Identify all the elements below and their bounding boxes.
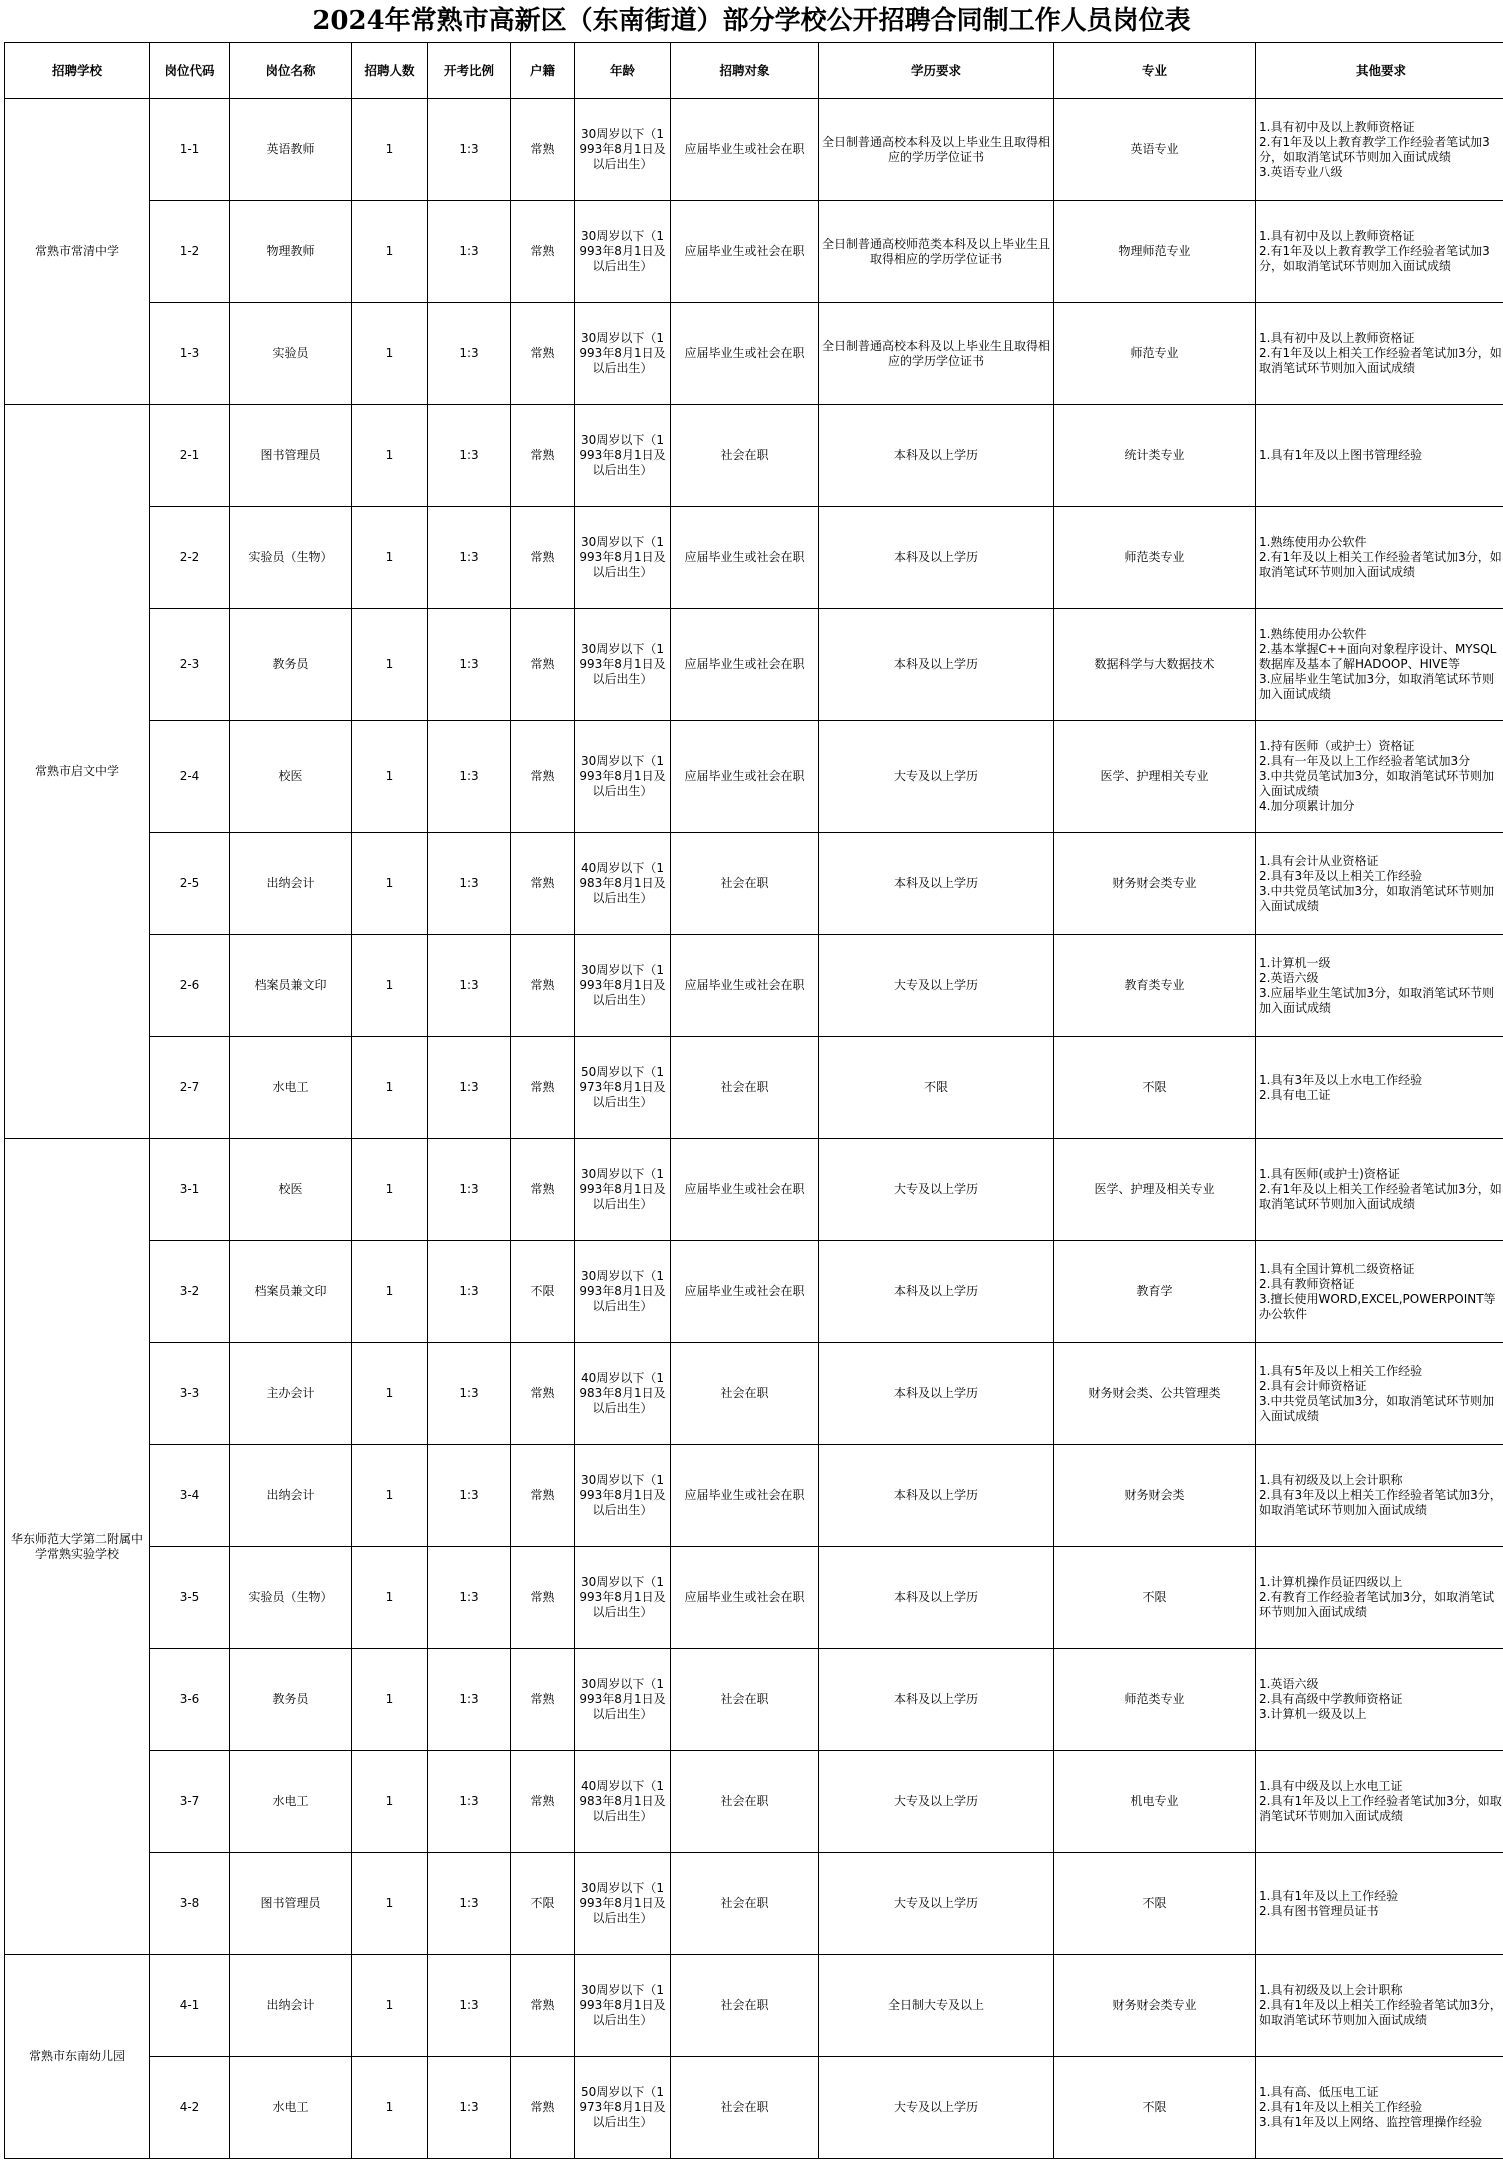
major-requirement: 教育类专业 — [1054, 935, 1256, 1037]
exam-ratio: 1:3 — [428, 1547, 511, 1649]
requirement-line: 1.具有全国计算机二级资格证 — [1259, 1261, 1415, 1276]
hire-count: 1 — [352, 1547, 428, 1649]
hire-count: 1 — [352, 1853, 428, 1955]
age-requirement: 30周岁以下（1993年8月1日及以后出生） — [575, 935, 671, 1037]
table-row — [5, 99, 1503, 201]
exam-ratio: 1:3 — [428, 833, 511, 935]
requirement-line: 3.应届毕业生笔试加3分，如取消笔试环节则加入面试成绩 — [1259, 985, 1495, 1015]
position-name: 出纳会计 — [230, 1955, 352, 2057]
education-requirement: 本科及以上学历 — [819, 1343, 1054, 1445]
requirement-line: 2.有1年及以上相关工作经验者笔试加3分，如取消笔试环节则加入面试成绩 — [1259, 346, 1502, 375]
position-code: 2-1 — [150, 405, 230, 507]
exam-ratio: 1:3 — [428, 303, 511, 405]
age-requirement: 40周岁以下（1983年8月1日及以后出生） — [575, 833, 671, 935]
age-requirement: 50周岁以下（1973年8月1日及以后出生） — [575, 2057, 671, 2159]
position-name: 出纳会计 — [230, 1445, 352, 1547]
requirement-line: 1.具有5年及以上相关工作经验 — [1259, 1363, 1423, 1378]
exam-ratio: 1:3 — [428, 1751, 511, 1853]
position-name: 英语教师 — [230, 99, 352, 201]
education-requirement: 全日制普通高校师范类本科及以上毕业生且取得相应的学历学位证书 — [819, 201, 1054, 303]
column-header: 招聘对象 — [671, 43, 819, 99]
exam-ratio: 1:3 — [428, 2057, 511, 2159]
education-requirement: 全日制普通高校本科及以上毕业生且取得相应的学历学位证书 — [819, 99, 1054, 201]
education-requirement: 本科及以上学历 — [819, 1241, 1054, 1343]
position-name: 出纳会计 — [230, 833, 352, 935]
column-header: 户籍 — [511, 43, 575, 99]
school-name: 常熟市启文中学 — [5, 405, 150, 1139]
major-requirement: 财务财会类 — [1054, 1445, 1256, 1547]
requirement-line: 3.计算机一级及以上 — [1259, 1707, 1367, 1721]
column-header: 招聘人数 — [352, 43, 428, 99]
age-requirement: 30周岁以下（1993年8月1日及以后出生） — [575, 609, 671, 721]
education-requirement: 大专及以上学历 — [819, 2057, 1054, 2159]
requirement-line: 2.具有高级中学教师资格证 — [1259, 1692, 1403, 1706]
hire-count: 1 — [352, 1445, 428, 1547]
position-code: 4-1 — [150, 1955, 230, 2057]
hukou: 常熟 — [511, 303, 575, 405]
other-requirements — [1256, 1751, 1503, 1853]
requirement-line: 2.有1年及以上相关工作经验者笔试加3分，如取消笔试环节则加入面试成绩 — [1259, 550, 1502, 579]
age-requirement: 30周岁以下（1993年8月1日及以后出生） — [575, 1241, 671, 1343]
hukou: 常熟 — [511, 405, 575, 507]
hire-count: 1 — [352, 1649, 428, 1751]
age-requirement: 30周岁以下（1993年8月1日及以后出生） — [575, 507, 671, 609]
other-requirements — [1256, 201, 1503, 303]
requirement-line: 1.具有会计从业资格证 — [1259, 853, 1379, 868]
other-requirements — [1256, 1853, 1503, 1955]
target-group: 应届毕业生或社会在职 — [671, 1139, 819, 1241]
age-requirement: 30周岁以下（1993年8月1日及以后出生） — [575, 721, 671, 833]
hukou: 常熟 — [511, 1343, 575, 1445]
exam-ratio: 1:3 — [428, 1343, 511, 1445]
target-group: 社会在职 — [671, 1751, 819, 1853]
target-group: 应届毕业生或社会在职 — [671, 1547, 819, 1649]
table-row — [5, 1445, 1503, 1547]
exam-ratio: 1:3 — [428, 1139, 511, 1241]
hire-count: 1 — [352, 1241, 428, 1343]
requirement-line: 2.英语六级 — [1259, 970, 1319, 985]
exam-ratio: 1:3 — [428, 1445, 511, 1547]
requirement-line: 3.英语专业八级 — [1259, 164, 1343, 179]
major-requirement: 不限 — [1054, 1037, 1256, 1139]
hire-count: 1 — [352, 721, 428, 833]
position-name: 档案员兼文印 — [230, 935, 352, 1037]
education-requirement: 全日制普通高校本科及以上毕业生且取得相应的学历学位证书 — [819, 303, 1054, 405]
age-requirement: 30周岁以下（1993年8月1日及以后出生） — [575, 99, 671, 201]
hukou: 常熟 — [511, 609, 575, 721]
position-name: 水电工 — [230, 2057, 352, 2159]
hukou: 常熟 — [511, 935, 575, 1037]
target-group: 应届毕业生或社会在职 — [671, 303, 819, 405]
hukou: 常熟 — [511, 721, 575, 833]
other-requirements — [1256, 1955, 1503, 2057]
hire-count: 1 — [352, 1037, 428, 1139]
requirement-line: 3.应届毕业生笔试加3分，如取消笔试环节则加入面试成绩 — [1259, 672, 1495, 701]
position-name: 实验员 — [230, 303, 352, 405]
requirement-line: 1.熟练使用办公软件 — [1259, 627, 1367, 641]
position-name: 物理教师 — [230, 201, 352, 303]
requirement-line: 3.具有1年及以上网络、监控管理操作经验 — [1259, 2115, 1483, 2129]
requirement-line: 3.中共党员笔试加3分，如取消笔试环节则加入面试成绩 — [1259, 1393, 1495, 1423]
target-group: 社会在职 — [671, 1649, 819, 1751]
requirement-line: 2.具有3年及以上相关工作经验 — [1259, 868, 1423, 883]
education-requirement: 大专及以上学历 — [819, 1751, 1054, 1853]
table-row — [5, 721, 1503, 833]
education-requirement: 全日制大专及以上 — [819, 1955, 1054, 2057]
position-code: 2-4 — [150, 721, 230, 833]
major-requirement: 财务财会类、公共管理类 — [1054, 1343, 1256, 1445]
hire-count: 1 — [352, 201, 428, 303]
hukou: 常熟 — [511, 507, 575, 609]
table-row — [5, 1751, 1503, 1853]
hukou: 常熟 — [511, 1955, 575, 2057]
major-requirement: 机电专业 — [1054, 1751, 1256, 1853]
requirement-line: 2.具有3年及以上相关工作经验者笔试加3分，如取消笔试环节则加入面试成绩 — [1259, 1488, 1502, 1517]
table-row — [5, 1547, 1503, 1649]
position-code: 3-6 — [150, 1649, 230, 1751]
column-header: 招聘学校 — [5, 43, 150, 99]
major-requirement: 不限 — [1054, 1547, 1256, 1649]
requirement-line: 2.有1年及以上相关工作经验者笔试加3分，如取消笔试环节则加入面试成绩 — [1259, 1182, 1502, 1211]
major-requirement: 英语专业 — [1054, 99, 1256, 201]
position-code: 3-2 — [150, 1241, 230, 1343]
column-header: 岗位代码 — [150, 43, 230, 99]
table-row — [5, 2057, 1503, 2159]
education-requirement: 本科及以上学历 — [819, 833, 1054, 935]
age-requirement: 30周岁以下（1993年8月1日及以后出生） — [575, 1853, 671, 1955]
position-code: 2-5 — [150, 833, 230, 935]
hukou: 不限 — [511, 1853, 575, 1955]
major-requirement: 财务财会类专业 — [1054, 1955, 1256, 2057]
requirement-line: 2.具有1年及以上相关工作经验 — [1259, 2100, 1423, 2114]
hire-count: 1 — [352, 2057, 428, 2159]
table-row — [5, 303, 1503, 405]
requirement-line: 2.有教育工作经验者笔试加3分，如取消笔试环节则加入面试成绩 — [1259, 1590, 1495, 1619]
table-row — [5, 1139, 1503, 1241]
target-group: 应届毕业生或社会在职 — [671, 99, 819, 201]
requirement-line: 3.擅长使用WORD,EXCEL,POWERPOINT等办公软件 — [1259, 1291, 1496, 1321]
position-name: 教务员 — [230, 609, 352, 721]
requirement-line: 1.具有1年及以上工作经验 — [1259, 1888, 1399, 1903]
requirement-line: 2.具有图书管理员证书 — [1259, 1903, 1379, 1918]
requirement-line: 1.具有3年及以上水电工作经验 — [1259, 1072, 1423, 1087]
other-requirements — [1256, 99, 1503, 201]
hukou: 常熟 — [511, 1139, 575, 1241]
requirement-line: 2.基本掌握C++面向对象程序设计、MYSQL数据库及基本了解HADOOP、HIVE等 — [1259, 642, 1497, 671]
position-code: 2-6 — [150, 935, 230, 1037]
column-header: 专业 — [1054, 43, 1256, 99]
age-requirement: 30周岁以下（1993年8月1日及以后出生） — [575, 1547, 671, 1649]
education-requirement: 大专及以上学历 — [819, 721, 1054, 833]
position-code: 2-7 — [150, 1037, 230, 1139]
school-name: 常熟市常清中学 — [5, 99, 150, 405]
requirement-line: 2.具有电工证 — [1259, 1087, 1331, 1102]
requirement-line: 2.有1年及以上教育教学工作经验者笔试加3分，如取消笔试环节则加入面试成绩 — [1259, 244, 1490, 273]
target-group: 应届毕业生或社会在职 — [671, 1445, 819, 1547]
education-requirement: 本科及以上学历 — [819, 609, 1054, 721]
other-requirements — [1256, 507, 1503, 609]
age-requirement: 30周岁以下（1993年8月1日及以后出生） — [575, 1649, 671, 1751]
other-requirements — [1256, 303, 1503, 405]
requirement-line: 2.具有1年及以上工作经验者笔试加3分，如取消笔试环节则加入面试成绩 — [1259, 1794, 1502, 1823]
requirement-line: 1.具有初级及以上会计职称 — [1259, 1983, 1403, 1997]
age-requirement: 30周岁以下（1993年8月1日及以后出生） — [575, 1139, 671, 1241]
requirement-line: 1.具有中级及以上水电工证 — [1259, 1779, 1403, 1793]
table-row — [5, 1241, 1503, 1343]
target-group: 应届毕业生或社会在职 — [671, 507, 819, 609]
exam-ratio: 1:3 — [428, 201, 511, 303]
requirement-line: 1.具有初级及以上会计职称 — [1259, 1473, 1403, 1487]
position-name: 图书管理员 — [230, 405, 352, 507]
requirement-line: 1.计算机操作员证四级以上 — [1259, 1575, 1403, 1589]
exam-ratio: 1:3 — [428, 1649, 511, 1751]
requirement-line: 2.具有1年及以上相关工作经验者笔试加3分，如取消笔试环节则加入面试成绩 — [1259, 1998, 1502, 2027]
education-requirement: 大专及以上学历 — [819, 935, 1054, 1037]
requirement-line: 4.加分项累计加分 — [1259, 799, 1355, 813]
requirement-line: 2.具有教师资格证 — [1259, 1276, 1355, 1291]
other-requirements — [1256, 2057, 1503, 2159]
requirement-line: 1.具有高、低压电工证 — [1259, 2085, 1379, 2099]
hukou: 常熟 — [511, 1751, 575, 1853]
requirement-line: 1.计算机一级 — [1259, 955, 1331, 970]
age-requirement: 40周岁以下（1983年8月1日及以后出生） — [575, 1751, 671, 1853]
position-name: 实验员（生物） — [230, 1547, 352, 1649]
position-name: 校医 — [230, 1139, 352, 1241]
target-group: 社会在职 — [671, 2057, 819, 2159]
table-row — [5, 405, 1503, 507]
hire-count: 1 — [352, 507, 428, 609]
hukou: 常熟 — [511, 1445, 575, 1547]
requirement-line: 3.中共党员笔试加3分，如取消笔试环节则加入面试成绩 — [1259, 883, 1495, 913]
other-requirements — [1256, 1547, 1503, 1649]
position-name: 教务员 — [230, 1649, 352, 1751]
position-name: 水电工 — [230, 1037, 352, 1139]
other-requirements — [1256, 405, 1503, 507]
hukou: 常熟 — [511, 99, 575, 201]
hukou: 常熟 — [511, 833, 575, 935]
hukou: 常熟 — [511, 2057, 575, 2159]
hire-count: 1 — [352, 1343, 428, 1445]
table-row — [5, 1853, 1503, 1955]
position-code: 3-7 — [150, 1751, 230, 1853]
major-requirement: 不限 — [1054, 2057, 1256, 2159]
target-group: 应届毕业生或社会在职 — [671, 201, 819, 303]
other-requirements — [1256, 1241, 1503, 1343]
education-requirement: 本科及以上学历 — [819, 1445, 1054, 1547]
target-group: 社会在职 — [671, 1955, 819, 2057]
age-requirement: 30周岁以下（1993年8月1日及以后出生） — [575, 303, 671, 405]
table-row — [5, 1037, 1503, 1139]
target-group: 应届毕业生或社会在职 — [671, 609, 819, 721]
hire-count: 1 — [352, 1751, 428, 1853]
other-requirements — [1256, 1445, 1503, 1547]
column-header: 岗位名称 — [230, 43, 352, 99]
table-body — [5, 99, 1503, 2159]
position-code: 3-1 — [150, 1139, 230, 1241]
column-header: 其他要求 — [1256, 43, 1503, 99]
column-header: 年龄 — [575, 43, 671, 99]
positions-table — [4, 42, 1503, 2159]
hukou: 常熟 — [511, 201, 575, 303]
major-requirement: 财务财会类专业 — [1054, 833, 1256, 935]
position-code: 3-3 — [150, 1343, 230, 1445]
exam-ratio: 1:3 — [428, 405, 511, 507]
requirement-line: 1.具有初中及以上教师资格证 — [1259, 331, 1415, 345]
age-requirement: 40周岁以下（1983年8月1日及以后出生） — [575, 1343, 671, 1445]
major-requirement: 教育学 — [1054, 1241, 1256, 1343]
table-row — [5, 833, 1503, 935]
other-requirements — [1256, 1037, 1503, 1139]
hire-count: 1 — [352, 833, 428, 935]
position-name: 主办会计 — [230, 1343, 352, 1445]
position-code: 3-5 — [150, 1547, 230, 1649]
table-row — [5, 507, 1503, 609]
hire-count: 1 — [352, 99, 428, 201]
position-name: 档案员兼文印 — [230, 1241, 352, 1343]
position-name: 水电工 — [230, 1751, 352, 1853]
column-header: 学历要求 — [819, 43, 1054, 99]
education-requirement: 本科及以上学历 — [819, 1649, 1054, 1751]
exam-ratio: 1:3 — [428, 721, 511, 833]
hukou: 常熟 — [511, 1037, 575, 1139]
requirement-line: 1.具有初中及以上教师资格证 — [1259, 119, 1415, 134]
education-requirement: 大专及以上学历 — [819, 1853, 1054, 1955]
header-row — [5, 43, 1503, 99]
exam-ratio: 1:3 — [428, 609, 511, 721]
exam-ratio: 1:3 — [428, 99, 511, 201]
education-requirement: 本科及以上学历 — [819, 507, 1054, 609]
requirement-line: 1.具有初中及以上教师资格证 — [1259, 229, 1415, 243]
exam-ratio: 1:3 — [428, 1037, 511, 1139]
hukou: 常熟 — [511, 1547, 575, 1649]
school-name: 常熟市东南幼儿园 — [5, 1955, 150, 2159]
major-requirement: 物理师范专业 — [1054, 201, 1256, 303]
education-requirement: 本科及以上学历 — [819, 1547, 1054, 1649]
target-group: 社会在职 — [671, 833, 819, 935]
target-group: 应届毕业生或社会在职 — [671, 935, 819, 1037]
requirement-line: 1.具有医师(或护士)资格证 — [1259, 1167, 1400, 1181]
position-name: 实验员（生物） — [230, 507, 352, 609]
exam-ratio: 1:3 — [428, 1853, 511, 1955]
position-name: 图书管理员 — [230, 1853, 352, 1955]
other-requirements — [1256, 1343, 1503, 1445]
major-requirement: 师范类专业 — [1054, 507, 1256, 609]
requirement-line: 2.具有一年及以上工作经验者笔试加3分 — [1259, 754, 1471, 768]
major-requirement: 不限 — [1054, 1853, 1256, 1955]
age-requirement: 50周岁以下（1973年8月1日及以后出生） — [575, 1037, 671, 1139]
exam-ratio: 1:3 — [428, 1955, 511, 2057]
other-requirements — [1256, 721, 1503, 833]
table-row — [5, 1343, 1503, 1445]
requirement-line: 1.熟练使用办公软件 — [1259, 535, 1367, 549]
school-name: 华东师范大学第二附属中学常熟实验学校 — [5, 1139, 150, 1955]
target-group: 社会在职 — [671, 1037, 819, 1139]
requirement-line: 3.中共党员笔试加3分，如取消笔试环节则加入面试成绩 — [1259, 769, 1495, 798]
major-requirement: 数据科学与大数据技术 — [1054, 609, 1256, 721]
age-requirement: 30周岁以下（1993年8月1日及以后出生） — [575, 201, 671, 303]
target-group: 社会在职 — [671, 1343, 819, 1445]
table-row — [5, 201, 1503, 303]
position-code: 1-3 — [150, 303, 230, 405]
requirement-line: 1.具有1年及以上图书管理经验 — [1259, 448, 1423, 462]
age-requirement: 30周岁以下（1993年8月1日及以后出生） — [575, 1955, 671, 2057]
hukou: 不限 — [511, 1241, 575, 1343]
position-code: 3-8 — [150, 1853, 230, 1955]
column-header: 开考比例 — [428, 43, 511, 99]
table-row — [5, 1955, 1503, 2057]
other-requirements — [1256, 1139, 1503, 1241]
position-code: 1-1 — [150, 99, 230, 201]
hire-count: 1 — [352, 303, 428, 405]
education-requirement: 不限 — [819, 1037, 1054, 1139]
exam-ratio: 1:3 — [428, 1241, 511, 1343]
other-requirements — [1256, 833, 1503, 935]
hukou: 常熟 — [511, 1649, 575, 1751]
other-requirements — [1256, 935, 1503, 1037]
position-code: 1-2 — [150, 201, 230, 303]
education-requirement: 本科及以上学历 — [819, 405, 1054, 507]
position-name: 校医 — [230, 721, 352, 833]
hire-count: 1 — [352, 1139, 428, 1241]
target-group: 社会在职 — [671, 1853, 819, 1955]
position-code: 3-4 — [150, 1445, 230, 1547]
position-code: 2-2 — [150, 507, 230, 609]
hire-count: 1 — [352, 609, 428, 721]
major-requirement: 统计类专业 — [1054, 405, 1256, 507]
education-requirement: 大专及以上学历 — [819, 1139, 1054, 1241]
major-requirement: 师范类专业 — [1054, 1649, 1256, 1751]
hire-count: 1 — [352, 935, 428, 1037]
requirement-line: 1.英语六级 — [1259, 1677, 1319, 1691]
age-requirement: 30周岁以下（1993年8月1日及以后出生） — [575, 1445, 671, 1547]
table-row — [5, 609, 1503, 721]
other-requirements — [1256, 1649, 1503, 1751]
hire-count: 1 — [352, 405, 428, 507]
target-group: 社会在职 — [671, 405, 819, 507]
table-row — [5, 935, 1503, 1037]
position-code: 4-2 — [150, 2057, 230, 2159]
position-code: 2-3 — [150, 609, 230, 721]
page-title: 2024年常熟市高新区（东南街道）部分学校公开招聘合同制工作人员岗位表 — [312, 6, 1191, 36]
table-row — [5, 1649, 1503, 1751]
major-requirement: 医学、护理相关专业 — [1054, 721, 1256, 833]
exam-ratio: 1:3 — [428, 935, 511, 1037]
exam-ratio: 1:3 — [428, 507, 511, 609]
major-requirement: 医学、护理及相关专业 — [1054, 1139, 1256, 1241]
target-group: 应届毕业生或社会在职 — [671, 721, 819, 833]
requirement-line: 1.持有医师（或护士）资格证 — [1259, 739, 1415, 753]
age-requirement: 30周岁以下（1993年8月1日及以后出生） — [575, 405, 671, 507]
other-requirements — [1256, 609, 1503, 721]
major-requirement: 师范专业 — [1054, 303, 1256, 405]
requirement-line: 2.有1年及以上教育教学工作经验者笔试加3分，如取消笔试环节则加入面试成绩 — [1259, 134, 1490, 164]
requirement-line: 2.具有会计师资格证 — [1259, 1378, 1367, 1393]
target-group: 应届毕业生或社会在职 — [671, 1241, 819, 1343]
hire-count: 1 — [352, 1955, 428, 2057]
